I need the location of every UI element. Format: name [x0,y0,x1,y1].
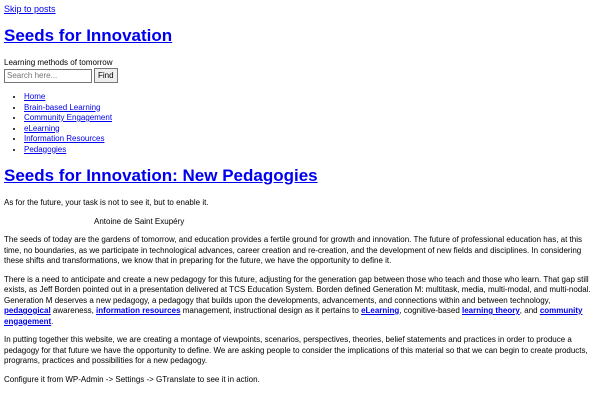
search-input[interactable] [4,69,92,83]
search-button[interactable]: Find [94,68,118,83]
link-learning-theory[interactable]: learning theory [462,306,520,315]
paragraph-text: , and [519,306,540,315]
post-paragraph-2 [4,275,594,328]
site-title [4,26,172,46]
link-community-engagement[interactable]: community engagement [4,306,583,326]
link-elearning[interactable]: eLearning [361,306,400,315]
nav-link-elearning[interactable]: eLearning [24,123,60,133]
nav-link-pedagogies[interactable]: Pedagogies [24,144,67,154]
post-paragraph-1: The seeds of today are the gardens of tomorrow, and education provides a fertile ground for growth and innovation. The future of professional education has, at this time, no boundaries, as we participate in technological advances, career creation and re-creation, and the development of new fields and disciplines. In considering these shifts and transformations, we know that in preparing for the future, we have the opportunity to define it. [4,235,582,265]
nav-item-elearning [24,124,112,135]
nav-item-brain-based-learning [24,103,112,114]
nav-item-information-resources [24,134,112,145]
post-quote: As for the future, your task is not to see it, but to enable it. [4,198,209,207]
nav-item-community-engagement [24,113,112,124]
nav-item-home [24,92,112,103]
paragraph-text: awareness, [50,306,97,315]
link-pedagogical[interactable]: pedagogical [4,306,51,315]
post-content [4,198,594,393]
main-navigation [4,92,112,155]
post-title [4,166,318,186]
paragraph-text: management, instructional design as it pertains to [180,306,362,315]
skip-to-posts-link[interactable]: Skip to posts [4,4,56,14]
site-title-link[interactable]: Seeds for Innovation [4,26,173,45]
nav-link-community-engagement[interactable]: Community Engagement [24,113,113,122]
nav-link-brain-based-learning[interactable]: Brain-based Learning [24,102,101,112]
link-information-resources[interactable]: information resources [96,306,181,315]
nav-link-home[interactable]: Home [24,92,46,101]
paragraph-text: , cognitive-based [399,306,462,315]
post-title-link[interactable]: Seeds for Innovation: New Pedagogies [4,166,318,185]
paragraph-text: . [51,316,54,326]
paragraph-text: There is a need to anticipate and create a new pedagogy for this future, adjusting for the generation gap between those who teach and those who learn. That gap still exists, as Jeff Borden pointed out in a presentation delivered at TCS Education System. Borden defined Generation M: multitask, media, multi-modal, and multi-nodal. Generation M deserves a new pedagogy, a pedagogy that builds upon the developments, advancements, and connections within and between technology, [4,274,591,305]
nav-item-pedagogies [24,145,112,156]
quote-attribution: Antoine de Saint Exupéry [94,216,185,226]
site-tagline: Learning methods of tomorrow [4,58,113,67]
post-paragraph-4: Configure it from WP-Admin -> Settings -> GTranslate to see it in action. [4,374,260,384]
search-form [4,68,118,83]
post-paragraph-3: In putting together this website, we are creating a montage of viewpoints, scenarios, perspectives, theories, belief statements and practices in order to produce a pedagogy for that future we have the opportunity to define. We are asking people to consider the implications of this material so that we can begin to create products, programs, practices and possibilities for a new pedagogy. [4,335,588,365]
nav-link-information-resources[interactable]: Information Resources [24,134,105,143]
